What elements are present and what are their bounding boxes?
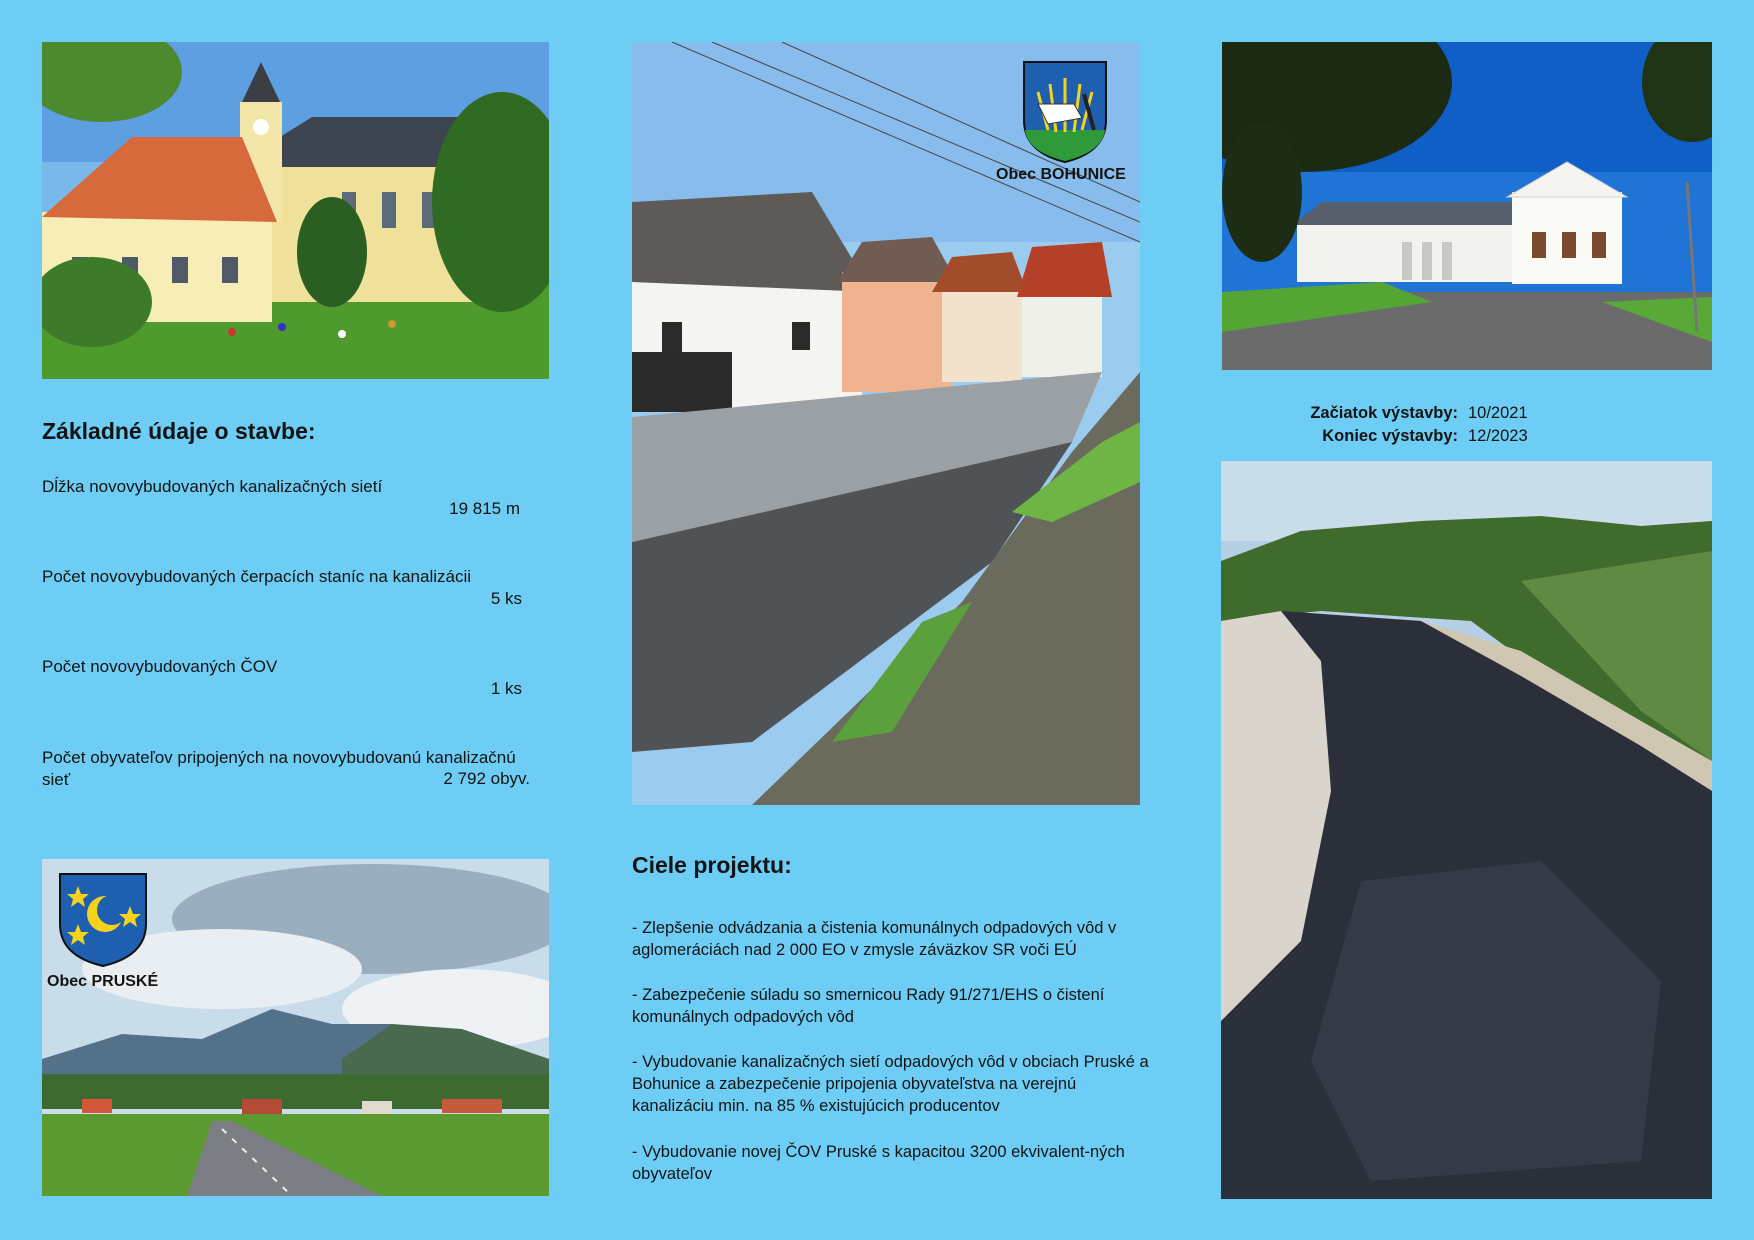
construction-start-row: [1300, 402, 1528, 425]
photo-river: [1221, 461, 1712, 1199]
construction-start-value: 10/2021: [1468, 404, 1528, 422]
construction-start-label: Začiatok výstavby:: [1310, 404, 1458, 422]
stat-value-treatment-plants: 1 ks: [490, 679, 522, 698]
bohunice-crest-icon: [1022, 60, 1108, 164]
stat-value-pumping-stations: 5 ks: [490, 589, 522, 608]
goal-item-1: - Zlepšenie odvádzania a čistenia komunálnych odpadových vôd v aglomeráciách nad 2 000 EO v zmysle záväzkov SR voči EÚ: [632, 919, 1117, 959]
goal-item-3: - Vybudovanie kanalizačných sietí odpadových vôd v obciach Pruské a Bohunice a zabezpečenie pripojenia obyvateľstva na verejnú kanalizáciu min. na 85 % existujúcich producentov: [632, 1053, 1149, 1115]
stat-value-sewer-length: 19 815 m: [449, 499, 520, 518]
construction-end-label: Koniec výstavby:: [1322, 427, 1458, 445]
construction-end-row: [1300, 425, 1528, 448]
stat-label-connected-residents: Počet obyvateľov pripojených na novovybudovanú kanalizačnú sieť: [42, 748, 516, 789]
photo-church-manor: [42, 42, 549, 379]
stat-value-connected-residents: 2 792 obyv.: [443, 769, 530, 788]
goal-item-2: - Zabezpečenie súladu so smernicou Rady 91/271/EHS o čistení komunálnych odpadových vôd: [632, 986, 1105, 1026]
pruske-label: Obec PRUSKÉ: [47, 973, 159, 990]
pruske-crest-icon: [58, 872, 148, 968]
construction-dates: [1300, 402, 1528, 448]
stat-label-treatment-plants: Počet novovybudovaných ČOV: [42, 657, 278, 676]
stat-label-pumping-stations: Počet novovybudovaných čerpacích staníc na kanalizácii: [42, 567, 472, 586]
photo-municipal-building: [1222, 42, 1712, 370]
basic-data-heading: Základné údaje o stavbe:: [42, 418, 316, 444]
stat-label-sewer-length: Dĺžka novovybudovaných kanalizačných sietí: [42, 477, 383, 496]
goals-heading: Ciele projektu:: [632, 852, 792, 878]
bohunice-label: Obec BOHUNICE: [996, 166, 1126, 183]
construction-end-value: 12/2023: [1468, 427, 1528, 445]
goal-item-4: - Vybudovanie novej ČOV Pruské s kapacitou 3200 ekvivalent-ných obyvateľov: [632, 1143, 1125, 1183]
